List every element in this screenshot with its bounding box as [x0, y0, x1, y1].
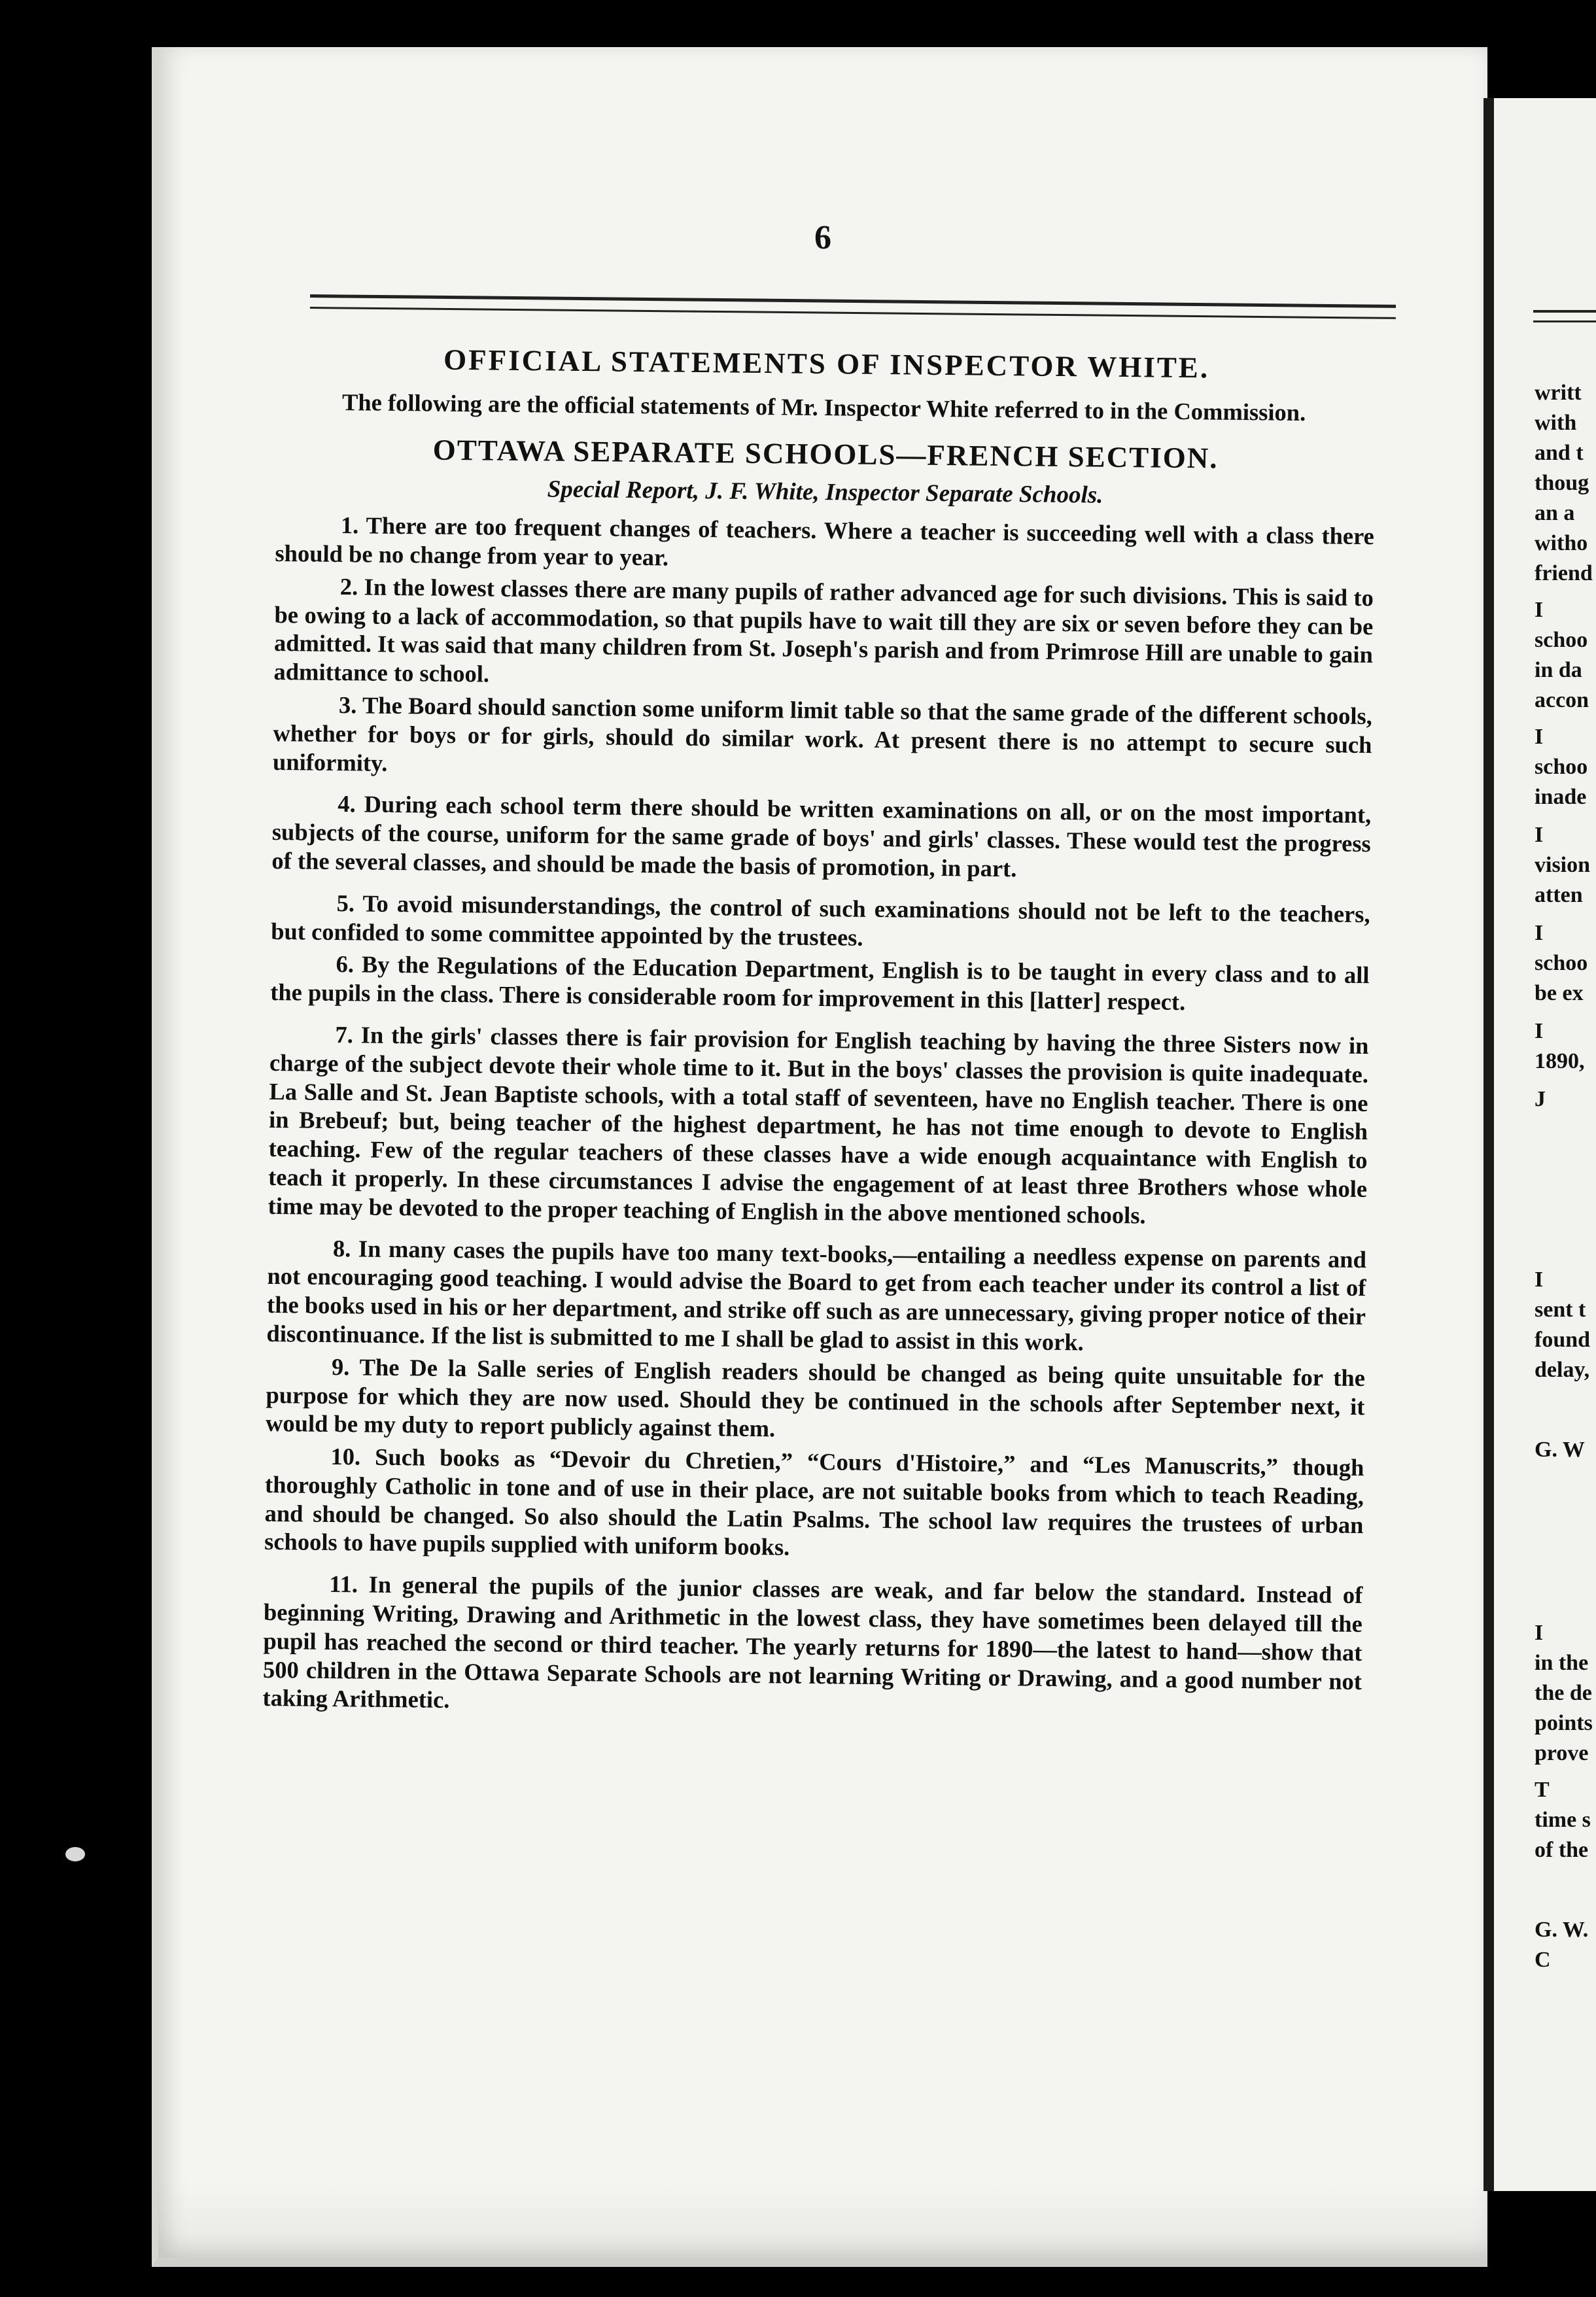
report-subtitle: Special Report, J. F. White, Inspector Separate Schools.: [547, 475, 1103, 509]
page-content: [262, 340, 1376, 1728]
adjacent-text-fragment: schoo: [1535, 755, 1588, 779]
paragraph-7: 7. In the girls' classes there is fair provision for English teaching by having the three Sisters now in charge of the subject devote their whole time to it. But in the boys' classes the provision is quite inadequate. La Salle and St. Jean Baptiste schools, with a total staff of seventeen, have no English teacher. There is one in Brebeuf; but, being teacher of the highest department, he has not time enough to devote to English teaching. Few of the regular teachers of these classes have a wide enough acquaintance with English to teach it properly. In these circumstances I advise the engagement of at least three Brothers whose whole time may be devoted to the proper teaching of English in the above mentioned schools.: [268, 1020, 1369, 1229]
adjacent-text-fragment: I: [1535, 598, 1544, 622]
binding-mark: [65, 1847, 85, 1861]
adjacent-text-fragment: sent t: [1535, 1298, 1586, 1322]
adjacent-text-fragment: in the: [1535, 1651, 1589, 1675]
adjacent-text-fragment: 1890,: [1535, 1049, 1585, 1073]
adjacent-text-fragment: time s: [1535, 1808, 1591, 1832]
adjacent-text-fragment: and t: [1535, 441, 1584, 465]
paragraph-1: 1. There are too frequent changes of teachers. Where a teacher is succeeding well with a class there should be no change from year to year.: [275, 511, 1375, 571]
section-title: OTTAWA SEPARATE SCHOOLS—FRENCH SECTION.: [432, 433, 1219, 475]
adjacent-page-rule: [1533, 310, 1596, 322]
adjacent-text-fragment: I: [1535, 823, 1544, 847]
adjacent-text-fragment: J: [1535, 1087, 1546, 1111]
document-page: [152, 47, 1487, 2267]
adjacent-text-fragment: C: [1535, 1948, 1551, 1972]
paragraph-2: 2. In the lowest classes there are many pupils of rather advanced age for such divisions. This is said to be owing to a lack of accommodation, so that pupils have to wait till they are six or seven before they can be admitted. It was said that many children from St. Joseph's parish and from Primrose Hill are unable to gain admittance to school.: [273, 572, 1374, 687]
adjacent-text-fragment: friend: [1535, 561, 1593, 585]
adjacent-text-fragment: thoug: [1535, 471, 1589, 495]
adjacent-text-fragment: I: [1535, 921, 1544, 945]
page-number: 6: [814, 219, 831, 256]
adjacent-text-fragment: G. W.: [1535, 1918, 1589, 1942]
adjacent-text-fragment: delay,: [1535, 1358, 1590, 1382]
paragraph-6: 6. By the Regulations of the Education Department, English is to be taught in every class and to all the pupils in the class. There is considerable room for improvement in this [latter] respect.: [269, 950, 1370, 1016]
adjacent-text-fragment: writt: [1535, 381, 1582, 405]
adjacent-text-fragment: T: [1535, 1778, 1550, 1802]
adjacent-text-fragment: atten: [1535, 883, 1583, 907]
adjacent-text-fragment: I: [1535, 1621, 1544, 1645]
adjacent-text-fragment: with: [1535, 411, 1577, 435]
adjacent-text-fragment: prove: [1535, 1741, 1589, 1765]
page-lower-shadow: [158, 2179, 1487, 2258]
adjacent-text-fragment: points: [1535, 1711, 1593, 1735]
paragraph-4: 4. During each school term there should be written examinations on all, or on the most important, subjects of the course, uniform for the same grade of boys' and girls' classes. These would test the progress of the several classes, and should be made the basis of promotion, in part.: [271, 790, 1372, 882]
adjacent-text-fragment: witho: [1535, 531, 1588, 555]
intro-paragraph: The following are the official statements of Mr. Inspector White referred to in the Commission.: [341, 389, 1306, 426]
adjacent-text-fragment: the de: [1535, 1681, 1592, 1705]
adjacent-text-fragment: an a: [1535, 501, 1575, 525]
page-title: OFFICIAL STATEMENTS OF INSPECTOR WHITE.: [443, 343, 1210, 385]
paragraph-10: 10. Such books as “Devoir du Chretien,” “Cours d'Histoire,” and “Les Manuscrits,” though thoroughly Catholic in tone and of use in their place, are not suitable books from which to teach Reading, and should be changed. So also should the Latin Psalms. The school law requires the trustees of urban schools to have pupils supplied with uniform books.: [264, 1443, 1364, 1561]
adjacent-text-fragment: accon: [1535, 688, 1589, 712]
paragraph-8: 8. In many cases the pupils have too many text-books,—entailing a needless expense on parents and not encouraging good teaching. I would advise the Board to get from each teacher under its control a list of the books used in his or her department, and strike off such as are unnecessary, giving proper notice of their discontinuance. If the list is submitted to me I shall be glad to assist in this work.: [266, 1234, 1367, 1356]
adjacent-text-fragment: schoo: [1535, 951, 1588, 975]
adjacent-text-fragment: found: [1535, 1328, 1591, 1352]
adjacent-text-fragment: schoo: [1535, 628, 1588, 652]
header-rule: [310, 294, 1396, 319]
paragraph-3: 3. The Board should sanction some uniform limit table so that the same grade of the different schools, whether for boys or for girls, should do similar work. At present there is no attempt to secure such uniformity.: [272, 691, 1373, 776]
paragraph-11: 11. In general the pupils of the junior classes are weak, and far below the standard. Instead of beginning Writing, Drawing and Arithmetic in the lowest class, they have sometimes been delayed till the pupil has reached the second or third teacher. The yearly returns for 1890—the latest to hand—show that 500 children in the Ottawa Separate Schools are not learning Writing or Drawing, and a good number not taking Arithmetic.: [262, 1570, 1363, 1714]
adjacent-text-fragment: I: [1535, 725, 1544, 749]
paragraph-9: 9. The De la Salle series of English readers should be changed as being quite unsuitable for the purpose for which they are now used. Should they be continued in the schools after September next, it would be my duty to report publicly against them.: [265, 1353, 1366, 1442]
adjacent-text-fragment: inade: [1535, 785, 1587, 809]
adjacent-text-fragment: G. W: [1535, 1438, 1585, 1462]
adjacent-text-fragment: I: [1535, 1019, 1544, 1043]
adjacent-text-fragment: I: [1535, 1268, 1544, 1292]
adjacent-text-fragment: be ex: [1535, 981, 1584, 1005]
adjacent-page: [1483, 98, 1596, 2191]
adjacent-text-fragment: of the: [1535, 1838, 1589, 1862]
paragraph-5: 5. To avoid misunderstandings, the control of such examinations should not be left to the teachers, but confided to some committee appointed by the trustees.: [271, 889, 1370, 951]
adjacent-text-fragment: in da: [1535, 658, 1582, 682]
adjacent-text-fragment: vision: [1535, 853, 1591, 877]
